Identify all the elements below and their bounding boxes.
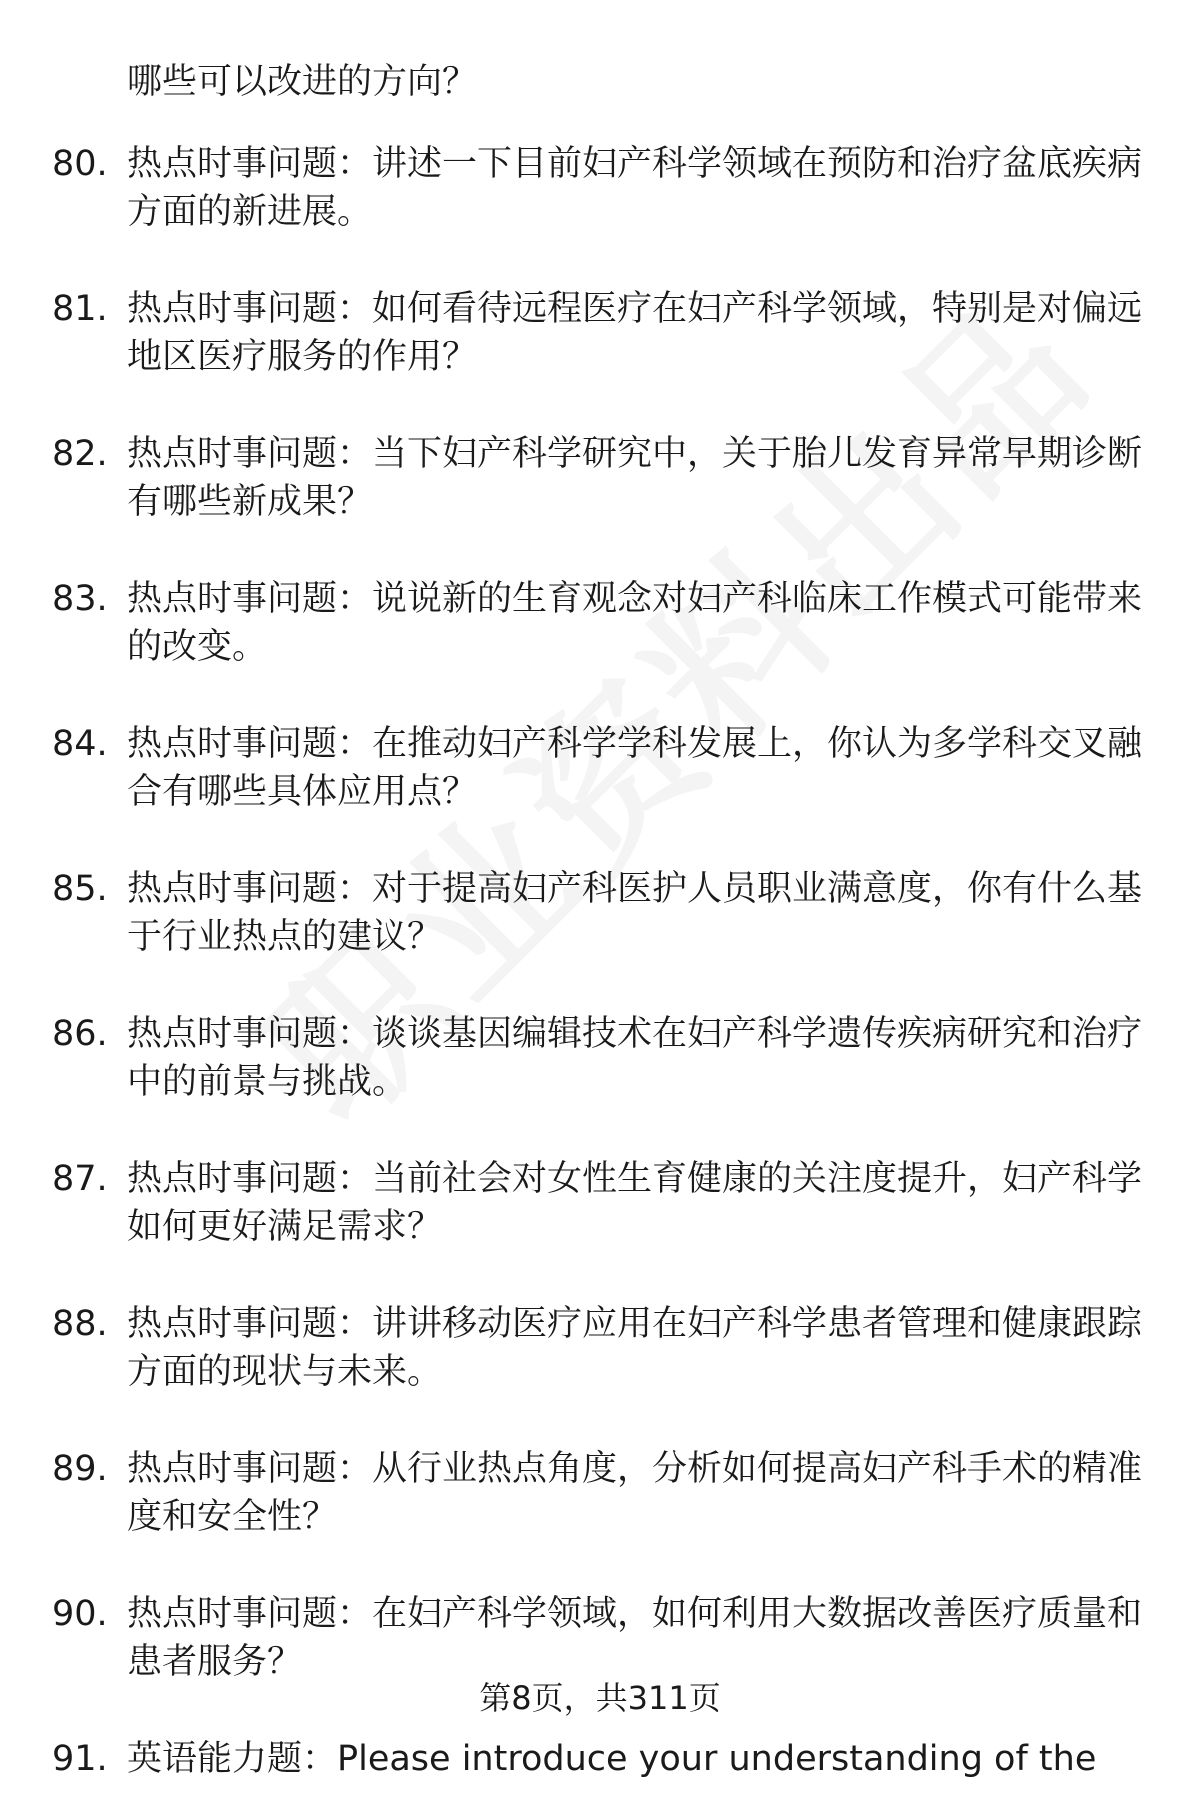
item-number: 85. (52, 869, 108, 909)
list-item (0, 1445, 1200, 1590)
list-item (0, 430, 1200, 575)
item-text: 热点时事问题：当前社会对女性生育健康的关注度提升，妇产科学如何更好满足需求？ (127, 1159, 1143, 1247)
item-number: 86. (52, 1014, 108, 1054)
item-number: 80. (52, 144, 108, 184)
list-item (0, 865, 1200, 1010)
item-text: 英语能力题：Please introduce your understanding of the (127, 1739, 1097, 1779)
list-item (0, 1010, 1200, 1155)
item-text: 热点时事问题：当下妇产科学研究中，关于胎儿发育异常早期诊断有哪些新成果？ (127, 434, 1143, 522)
question-list (0, 140, 1200, 1795)
list-item (0, 575, 1200, 720)
item-text: 热点时事问题：在妇产科学领域，如何利用大数据改善医疗质量和患者服务？ (127, 1594, 1143, 1682)
item-text: 热点时事问题：讲述一下目前妇产科学领域在预防和治疗盆底疾病方面的新进展。 (127, 144, 1143, 232)
item-number: 87. (52, 1159, 108, 1199)
item-number: 91. (52, 1739, 108, 1779)
item-number: 88. (52, 1304, 108, 1344)
list-item (0, 140, 1200, 285)
item-number: 83. (52, 579, 108, 619)
item-number: 84. (52, 724, 108, 764)
item-text: 热点时事问题：谈谈基因编辑技术在妇产科学遗传疾病研究和治疗中的前景与挑战。 (127, 1014, 1143, 1102)
item-text: 热点时事问题：说说新的生育观念对妇产科临床工作模式可能带来的改变。 (127, 579, 1143, 667)
item-number: 82. (52, 434, 108, 474)
item-text: 热点时事问题：在推动妇产科学学科发展上，你认为多学科交叉融合有哪些具体应用点？ (127, 724, 1143, 812)
continuation-text: 哪些可以改进的方向？ (127, 62, 478, 102)
list-item (0, 285, 1200, 430)
item-text: 热点时事问题：如何看待远程医疗在妇产科学领域，特别是对偏远地区医疗服务的作用？ (127, 289, 1143, 377)
item-text: 热点时事问题：讲讲移动医疗应用在妇产科学患者管理和健康跟踪方面的现状与未来。 (127, 1304, 1143, 1392)
item-number: 89. (52, 1449, 108, 1489)
list-item (0, 1300, 1200, 1445)
item-text: 热点时事问题：从行业热点角度，分析如何提高妇产科手术的精准度和安全性？ (127, 1449, 1143, 1537)
list-item (0, 1735, 1200, 1795)
item-number: 90. (52, 1594, 108, 1634)
list-item (0, 720, 1200, 865)
list-item (0, 1155, 1200, 1300)
page-footer: 第8页，共311页 (479, 1679, 721, 1717)
item-text: 热点时事问题：对于提高妇产科医护人员职业满意度，你有什么基于行业热点的建议？ (127, 869, 1143, 957)
item-number: 81. (52, 289, 108, 329)
